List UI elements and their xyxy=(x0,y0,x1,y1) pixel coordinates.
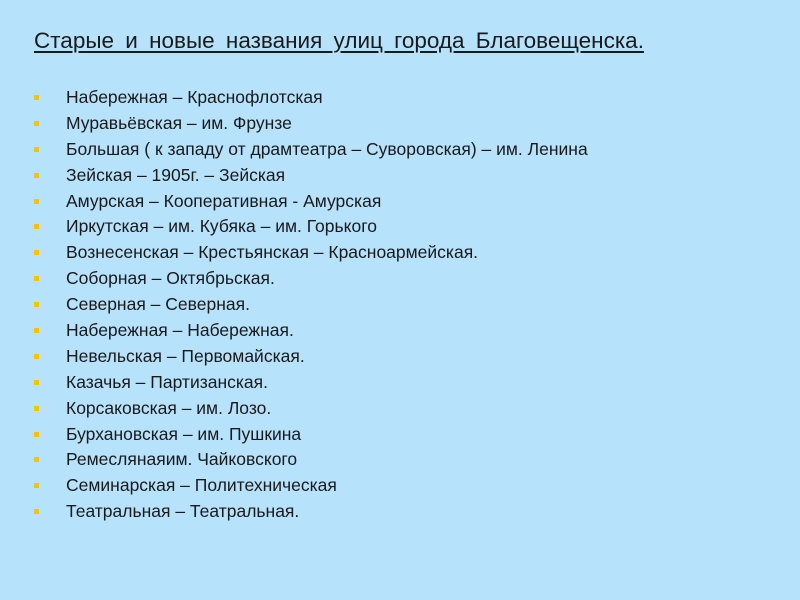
list-item-text: Северная – Северная. xyxy=(66,294,250,315)
bullet-icon xyxy=(34,95,39,100)
bullet-icon xyxy=(34,509,39,514)
list-item-text: Иркутская – им. Кубяка – им. Горького xyxy=(66,216,377,237)
bullet-icon xyxy=(34,121,39,126)
list-item-text: Набережная – Набережная. xyxy=(66,320,294,341)
list-item-text: Бурхановская – им. Пушкина xyxy=(66,423,302,444)
list-item xyxy=(34,240,588,266)
bullet-icon xyxy=(34,147,39,152)
bullet-icon xyxy=(34,199,39,204)
street-list xyxy=(34,85,588,525)
bullet-icon xyxy=(34,483,39,488)
bullet-icon xyxy=(34,457,39,462)
list-item-text: Корсаковская – им. Лозо. xyxy=(66,397,272,418)
list-item xyxy=(34,189,588,215)
list-item-text: Семинарская – Политехническая xyxy=(66,475,337,496)
list-item-text: Амурская – Кооперативная - Амурская xyxy=(66,190,382,211)
list-item xyxy=(34,396,588,422)
list-item xyxy=(34,499,588,525)
list-item-text: Вознесенская – Крестьянская – Красноармейская. xyxy=(66,242,479,263)
bullet-icon xyxy=(34,354,39,359)
list-item xyxy=(34,137,588,163)
list-item xyxy=(34,370,588,396)
list-item xyxy=(34,422,588,448)
bullet-icon xyxy=(34,432,39,437)
bullet-icon xyxy=(34,380,39,385)
list-item-text: Большая ( к западу от драмтеатра – Суворовская) – им. Ленина xyxy=(66,138,588,159)
bullet-icon xyxy=(34,173,39,178)
bullet-icon xyxy=(34,302,39,307)
bullet-icon xyxy=(34,224,39,229)
list-item-text: Набережная – Краснофлотская xyxy=(66,87,323,107)
list-item-text: Ремеслянаяим. Чайковского xyxy=(66,449,298,470)
slide-title: Старые и новые названия улиц города Благовещенска. xyxy=(34,28,644,53)
list-item xyxy=(34,111,588,137)
list-item xyxy=(34,163,588,189)
list-item-text: Соборная – Октябрьская. xyxy=(66,268,275,289)
list-item xyxy=(34,473,588,499)
list-item xyxy=(34,85,588,111)
list-item xyxy=(34,266,588,292)
list-item xyxy=(34,214,588,240)
bullet-icon xyxy=(34,250,39,255)
list-item-text: Муравьёвская – им. Фрунзе xyxy=(66,112,292,133)
list-item xyxy=(34,447,588,473)
list-item-text: Театральная – Театральная. xyxy=(66,501,300,522)
list-item-text: Зейская – 1905г. – Зейская xyxy=(66,164,286,185)
list-item xyxy=(34,344,588,370)
bullet-icon xyxy=(34,328,39,333)
bullet-icon xyxy=(34,406,39,411)
bullet-icon xyxy=(34,276,39,281)
list-item xyxy=(34,292,588,318)
list-item-text: Невельская – Первомайская. xyxy=(66,345,305,366)
list-item-text: Казачья – Партизанская. xyxy=(66,371,269,392)
list-item xyxy=(34,318,588,344)
